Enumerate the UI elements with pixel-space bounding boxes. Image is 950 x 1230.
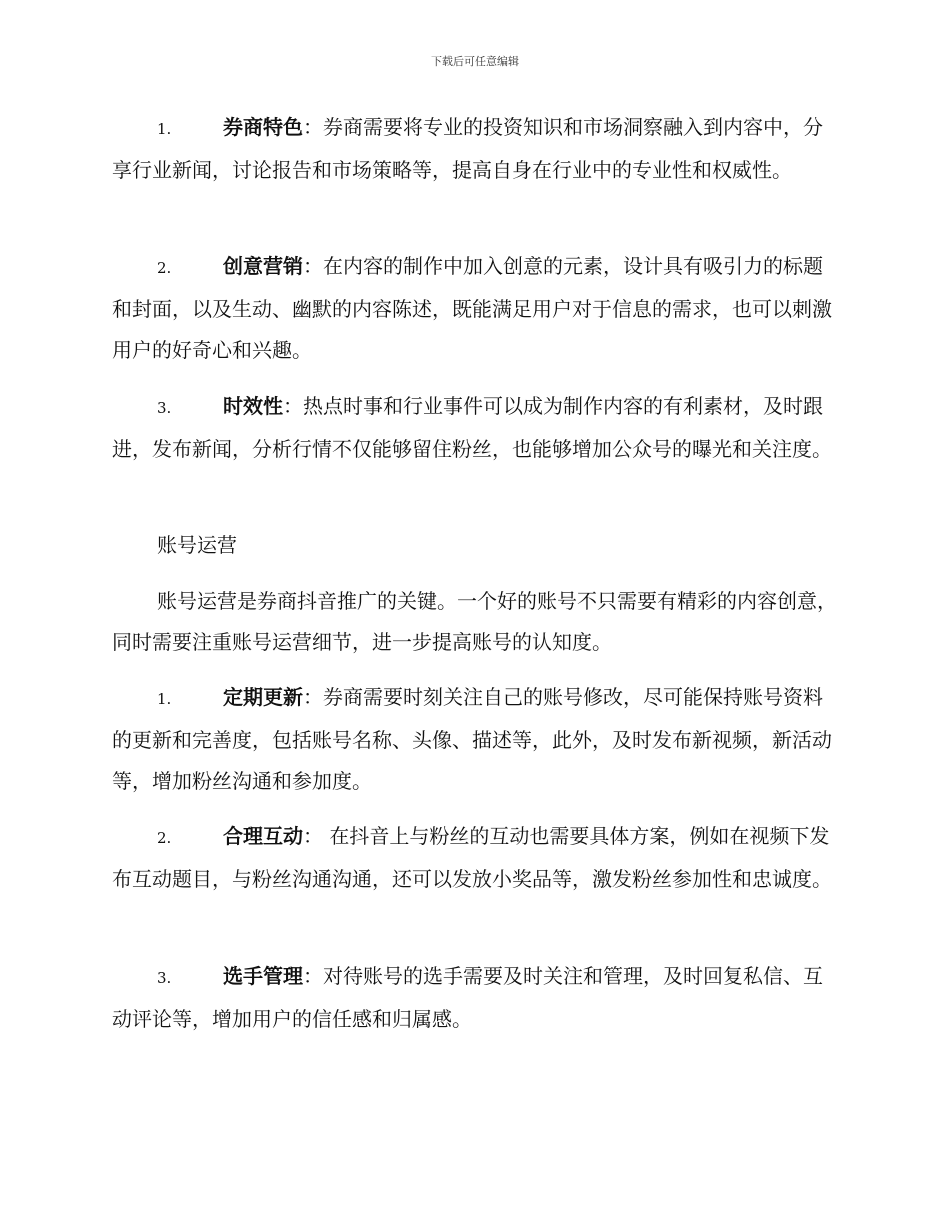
list-number: 1. bbox=[157, 120, 172, 138]
account-intro: 账号运营是券商抖音推广的关键。一个好的账号不只需要有精彩的内容创意，同时需要注重账号运营细节，进一步提高账号的认知度。 bbox=[112, 589, 837, 654]
list-number: 3. bbox=[157, 969, 172, 987]
list-colon: ： bbox=[283, 394, 303, 418]
list-text: 在抖音上与粉丝的互动也需要具体方案，例如在视频下发布互动题目，与粉丝沟通沟通，还可以发放小奖品等，激发粉丝参加性和忠诚度。 bbox=[112, 824, 832, 891]
section-heading: 账号运营 bbox=[157, 533, 237, 557]
list-term: 券商特色 bbox=[223, 115, 303, 139]
list-item-b2 bbox=[112, 816, 840, 900]
list-number: 2. bbox=[157, 259, 172, 277]
list-colon: ： bbox=[303, 115, 323, 139]
list-text: 在内容的制作中加入创意的元素，设计具有吸引力的标题和封面，以及生动、幽默的内容陈述，既能满足用户对于信息的需求，也可以刺激用户的好奇心和兴趣。 bbox=[112, 254, 832, 362]
list-text: 热点时事和行业事件可以成为制作内容的有利素材，及时跟进，发布新闻，分析行情不仅能够留住粉丝，也能够增加公众号的曝光和关注度。 bbox=[112, 394, 832, 461]
list-number: 2. bbox=[157, 829, 172, 847]
list-item-b3 bbox=[112, 956, 840, 1040]
header-note: 下载后可任意编辑 bbox=[431, 55, 519, 68]
list-term: 时效性 bbox=[223, 394, 283, 418]
list-term: 合理互动 bbox=[223, 824, 303, 848]
list-term: 定期更新 bbox=[223, 685, 303, 709]
list-text: 券商需要将专业的投资知识和市场洞察融入到内容中，分享行业新闻，讨论报告和市场策略等，提高自身在行业中的专业性和权威性。 bbox=[112, 115, 823, 182]
list-text: 券商需要时刻关注自己的账号修改，尽可能保持账号资料的更新和完善度，包括账号名称、头像、描述等，此外，及时发布新视频，新活动等，增加粉丝沟通和参加度。 bbox=[112, 685, 832, 793]
list-number: 1. bbox=[157, 690, 172, 708]
list-item-b1 bbox=[112, 677, 840, 802]
list-term: 选手管理 bbox=[223, 964, 303, 988]
list-item-a1 bbox=[112, 107, 840, 191]
list-colon: ： bbox=[303, 685, 323, 709]
list-colon: ： bbox=[303, 254, 323, 278]
list-item-a3 bbox=[112, 386, 840, 470]
list-number: 3. bbox=[157, 399, 172, 417]
list-term: 创意营销 bbox=[223, 254, 303, 278]
list-colon: ： bbox=[303, 824, 323, 848]
list-item-a2 bbox=[112, 246, 840, 371]
list-colon: ： bbox=[303, 964, 323, 988]
list-text: 对待账号的选手需要及时关注和管理，及时回复私信、互动评论等，增加用户的信任感和归属感。 bbox=[112, 964, 823, 1031]
